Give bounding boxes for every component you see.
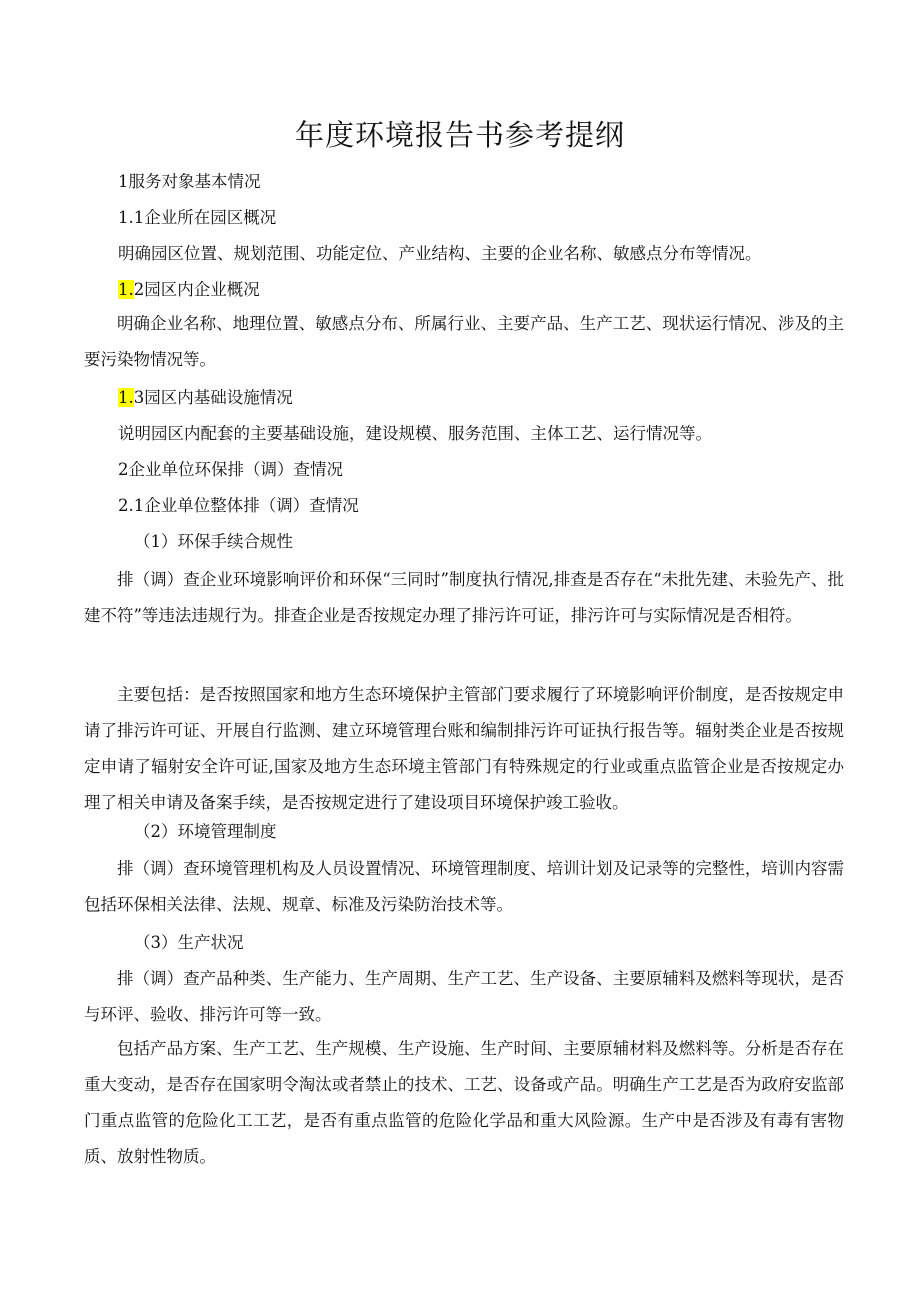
section-heading-1: 1服务对象基本情况: [118, 172, 261, 191]
highlight-mark: 1.: [118, 388, 134, 407]
paragraph-2-1-a: 排（调）查企业环境影响评价和环保“三同时”制度执行情况,排查是否存在“未批先建、未验先产、批建不符”等违法违规行为。排查企业是否按规定办理了排污许可证，排污许可与实际情况是否相符。: [84, 570, 844, 625]
heading-text: 2园区内企业概况: [133, 280, 260, 299]
section-heading-1-3: [118, 388, 878, 408]
paragraph-1-3: 说明园区内配套的主要基础设施，建设规模、服务范围、主体工艺、运行情况等。: [118, 424, 712, 443]
paragraph-2-3-a: 排（调）查产品种类、生产能力、生产周期、生产工艺、生产设备、主要原辅料及燃料等现状，是否与环评、验收、排污许可等一致。: [84, 969, 844, 1024]
section-heading-2: 2企业单位环保排（调）查情况: [118, 460, 343, 479]
paragraph-1-1: 明确园区位置、规划范围、功能定位、产业结构、主要的企业名称、敏感点分布等情况。: [118, 244, 762, 263]
paragraph-1-2: 明确企业名称、地理位置、敏感点分布、所属行业、主要产品、生产工艺、现状运行情况、涉及的主要污染物情况等。: [84, 314, 844, 369]
section-heading-2-1: 2.1企业单位整体排（调）查情况: [118, 496, 359, 515]
subheading-2: （2）环境管理制度: [134, 822, 277, 841]
paragraph-2-3-b: 包括产品方案、生产工艺、生产规模、生产设施、生产时间、主要原辅材料及燃料等。分析是否存在重大变动，是否存在国家明令淘汰或者禁止的技术、工艺、设备或产品。明确生产工艺是否为政府安监部门重点监管的危险化工工艺，是否有重点监管的危险化学品和重大风险源。生产中是否涉及有毒有害物质、放射性物质。: [84, 1039, 844, 1166]
page-title: 年度环境报告书参考提纲: [294, 118, 625, 152]
highlight-mark: 1.: [118, 280, 134, 299]
subheading-1: （1）环保手续合规性: [134, 532, 293, 551]
section-heading-1-2: [118, 280, 878, 300]
paragraph-2-2: 排（调）查环境管理机构及人员设置情况、环境管理制度、培训计划及记录等的完整性，培训内容需包括环保相关法律、法规、规章、标准及污染防治技术等。: [84, 859, 844, 914]
heading-text: 3园区内基础设施情况: [133, 388, 293, 407]
section-heading-1-1: 1.1企业所在园区概况: [118, 208, 277, 227]
subheading-3: （3）生产状况: [134, 933, 244, 952]
paragraph-2-1-b: 主要包括：是否按照国家和地方生态环境保护主管部门要求履行了环境影响评价制度，是否按规定申请了排污许可证、开展自行监测、建立环境管理台账和编制排污许可证执行报告等。辐射类企业是否按规定申请了辐射安全许可证,国家及地方生态环境主管部门有特殊规定的行业或重点监管企业是否按规定办理了相关申请及备案手续，是否按规定进行了建设项目环境保护竣工验收。: [84, 685, 844, 812]
